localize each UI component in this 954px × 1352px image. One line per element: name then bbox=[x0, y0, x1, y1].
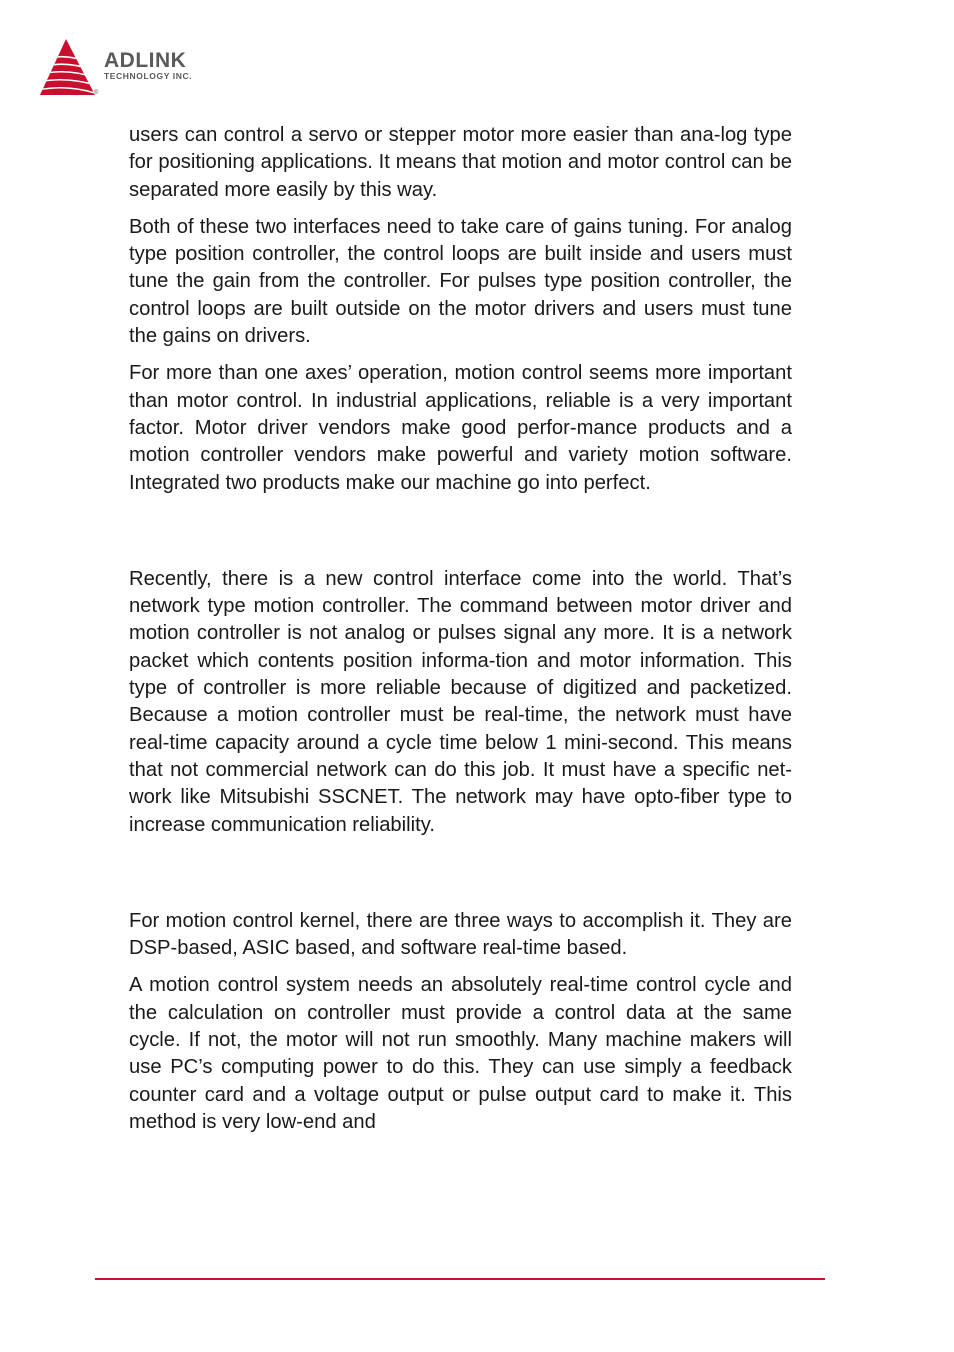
section-gap bbox=[129, 849, 792, 908]
adlink-logo bbox=[38, 38, 238, 98]
brand-subtitle: TECHNOLOGY INC. bbox=[104, 71, 193, 81]
paragraph: A motion control system needs an absolutely real-time control cycle and the calculation on controller must provide a control data at the same cycle. If not, the motor will not run smoothly. Many machine makers will use PC’s computing power to do this. They can use simply a feedback counter card and a voltage output or pulse output card to make it. This method is very low-end and bbox=[129, 974, 792, 1133]
brand-name: ADLINK bbox=[104, 49, 187, 72]
paragraph: Recently, there is a new control interface come into the world. That’s network type motion controller. The command between motor driver and motion controller is not analog or pulses signal any more. It is a network packet which contents position informa-tion and motor information. This type of controller is more reliable because of digitized and packetized. Because a motion controller must be real-time, the network must have real-time capacity around a cycle time below 1 mini-second. This means that not commercial network can do this job. It must have a specific net-work like Mitsubishi SSCNET. The network may have opto-fiber type to increase communication reliability. bbox=[129, 567, 792, 836]
body-text bbox=[129, 122, 792, 1146]
paragraph: users can control a servo or stepper motor more easier than ana-log type for positioning applications. It means that motion and motor control can be separated more easily by this way. bbox=[129, 124, 792, 201]
registered-mark: ® bbox=[94, 90, 99, 96]
section-gap bbox=[129, 507, 792, 566]
paragraph: Both of these two interfaces need to take care of gains tuning. For analog type position controller, the control loops are built inside and users must tune the gain from the controller. For pulses type position controller, the control loops are built outside on the motor drivers and users must tune the gains on drivers. bbox=[129, 215, 792, 348]
footer-divider bbox=[95, 1278, 825, 1280]
paragraph: For more than one axes’ operation, motion control seems more important than motor control. In industrial applications, reliable is a very important factor. Motor driver vendors make good perfor-mance products and a motion controller vendors make powerful and variety motion software. Integrated two products make our machine go into perfect. bbox=[129, 362, 792, 494]
paragraph: For motion control kernel, there are three ways to accomplish it. They are DSP-based, ASIC based, and software real-time based. bbox=[129, 909, 792, 960]
adlink-triangle-logo-icon bbox=[38, 38, 98, 98]
